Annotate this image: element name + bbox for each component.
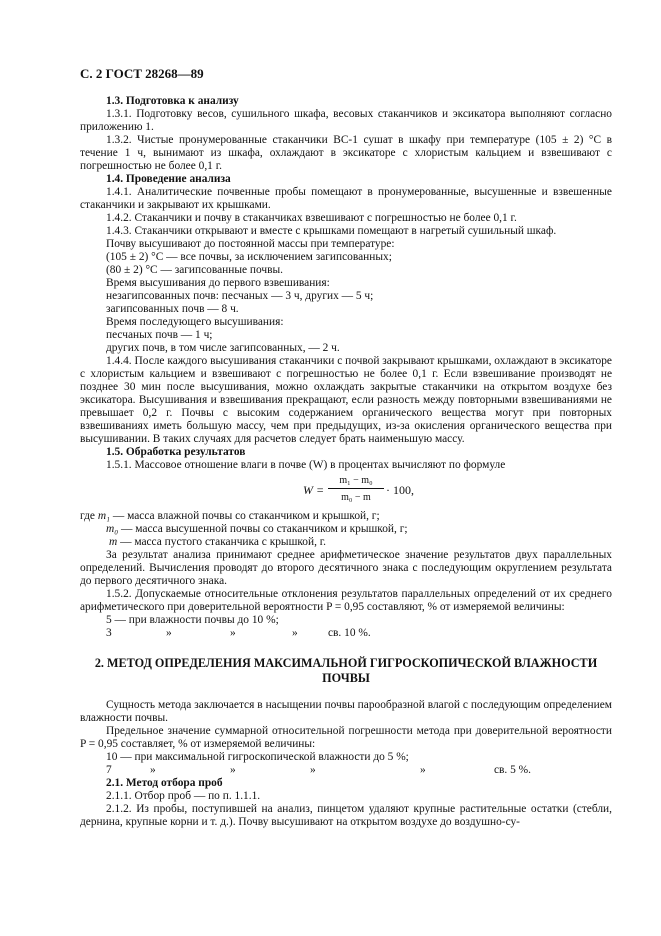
line-time-next: Время последующего высушивания:: [106, 316, 284, 328]
section-2-1-title: 2.1. Метод отбора проб: [106, 777, 223, 789]
para-2-error: Предельное значение суммарной относительной погрешности метода при доверительной вероятности P = 0,95 составляет, % от измеряемой величины:: [80, 725, 612, 750]
para-2-essence: Сущность метода заключается в насыщении почвы парообразной влагой с последующим определением влажности почвы.: [80, 699, 612, 724]
section-1-5-title: 1.5. Обработка результатов: [106, 446, 246, 458]
error-line-1: 10 — при максимальной гигроскопической влажности до 5 %;: [106, 751, 409, 763]
line-time-nongyps: незагипсованных почв: песчаных — 3 ч, других — 5 ч;: [106, 290, 374, 302]
tolerance-line-1: 5 — при влажности почвы до 10 %;: [106, 614, 279, 626]
where-m1-text: — масса влажной почвы со стаканчиком и крышкой, г;: [110, 510, 380, 522]
section-1-4-title: 1.4. Проведение анализа: [106, 173, 231, 185]
err2-range: св. 5 %.: [494, 764, 532, 776]
line-temp-80: (80 ± 2) °С — загипсованные почвы.: [106, 264, 284, 276]
formula-multiplier: · 100,: [386, 483, 414, 497]
err2-value: 7: [106, 764, 112, 776]
document-body: [80, 95, 612, 829]
err2-ditto-4: »: [420, 764, 426, 776]
where-m1: [80, 510, 612, 523]
para-1-4-4: 1.4.4. После каждого высушивания стаканчики с почвой закрывают крышками, охлаждают в эксикаторе с хлористым кальцием и взвешивают с погрешностью не более 0,1 г. Если взвешивание производят не позднее 30 мин после высушивания, можно охлаждать закрытые стаканчики на открытом воздухе без эксикатора. Высушивания и взвешивания прекращают, если разность между повторными взвешиваниями не превышает 0,2 г. Почвы с высоким содержанием органического вещества могут при повторных взвешиваниях иметь большую массу, чем при предыдущих, из-за окисления органического вещества при высушивании. В таких случаях для расчетов следует брать наименьшую массу.: [80, 355, 612, 445]
section-1-3-title: 1.3. Подготовка к анализу: [106, 95, 239, 107]
err2-ditto-1: »: [150, 764, 156, 776]
para-result: За результат анализа принимают среднее арифметическое значение результатов двух параллельных определений. Вычисления проводят до второго десятичного знака с последующим округлением результата до первого десятичного знака.: [80, 549, 612, 587]
where-prefix: где: [80, 510, 95, 522]
error-line-2: [80, 764, 612, 777]
tol2-ditto-1: »: [166, 627, 172, 639]
tol2-value: 3: [106, 627, 112, 639]
err2-ditto-3: »: [310, 764, 316, 776]
tol2-range: св. 10 %.: [328, 627, 371, 639]
line-temp-105: (105 ± 2) °С — все почвы, за исключением загипсованных;: [106, 251, 392, 263]
formula-lhs: W =: [303, 483, 325, 497]
err2-ditto-2: »: [230, 764, 236, 776]
para-2-1-2: 2.1.2. Из пробы, поступившей на анализ, пинцетом удаляют крупные растительные остатки (стебли, дернина, крупные корни и т. д.). Почву высушивают на открытом воздухе до воздушно-су-: [80, 803, 612, 828]
line-time-other: других почв, в том числе загипсованных, — 2 ч.: [106, 342, 340, 354]
where-m: [80, 536, 612, 549]
page-header: С. 2 ГОСТ 28268—89: [80, 66, 204, 81]
para-1-5-1: 1.5.1. Массовое отношение влаги в почве (W) в процентах вычисляют по формуле: [106, 459, 506, 471]
chapter-2-title: 2. МЕТОД ОПРЕДЕЛЕНИЯ МАКСИМАЛЬНОЙ ГИГРОСКОПИЧЕСКОЙ ВЛАЖНОСТИ ПОЧВЫ: [94, 656, 598, 685]
para-2-1-1: 2.1.1. Отбор проб — по п. 1.1.1.: [106, 790, 261, 802]
para-1-4-1: 1.4.1. Аналитические почвенные пробы помещают в пронумерованные, высушенные и взвешенные стаканчики и закрывают их крышками.: [80, 186, 612, 211]
para-1-3-2: 1.3.2. Чистые пронумерованные стаканчики ВС-1 сушат в шкафу при температуре (105 ± 2) °С в течение 1 ч, вынимают из шкафа, охлаждают в эксикаторе с хлористым кальцием и взвешивают с погрешностью не более 0,1 г.: [80, 134, 612, 172]
symbol-m0: m₀: [106, 523, 119, 535]
where-m0: [80, 523, 612, 536]
para-1-5-2: 1.5.2. Допускаемые относительные отклонения результатов параллельных определений от их среднего арифметического при доверительной вероятности P = 0,95 составляют, % от измеряемой величины:: [80, 588, 612, 613]
where-m-text: — масса пустого стаканчика с крышкой, г.: [117, 536, 327, 548]
line-temp-intro: Почву высушивают до постоянной массы при температуре:: [106, 238, 395, 250]
tol2-ditto-2: »: [230, 627, 236, 639]
moisture-formula: [80, 472, 612, 510]
para-1-4-3: 1.4.3. Стаканчики открывают и вместе с крышками помещают в нагретый сушильный шкаф.: [106, 225, 557, 237]
formula-denominator: m₀ − m: [341, 492, 371, 503]
line-time-gyps: загипсованных почв — 8 ч.: [106, 303, 239, 315]
para-1-3-1: 1.3.1. Подготовку весов, сушильного шкафа, весовых стаканчиков и эксикатора выполняют согласно приложению 1.: [80, 108, 612, 133]
symbol-m: m: [109, 536, 118, 548]
formula-numerator: m₁ − m₀: [328, 474, 384, 489]
line-time-first: Время высушивания до первого взвешивания:: [106, 277, 330, 289]
tol2-ditto-3: »: [292, 627, 298, 639]
line-time-sandy: песчаных почв — 1 ч;: [106, 329, 213, 341]
symbol-m1: m₁: [97, 510, 111, 522]
para-1-4-2: 1.4.2. Стаканчики и почву в стаканчиках взвешивают с погрешностью не более 0,1 г.: [106, 212, 517, 224]
where-m0-text: — масса высушенной почвы со стаканчиком и крышкой, г;: [118, 523, 408, 535]
formula-fraction: [328, 474, 384, 504]
tolerance-line-2: [80, 627, 612, 640]
